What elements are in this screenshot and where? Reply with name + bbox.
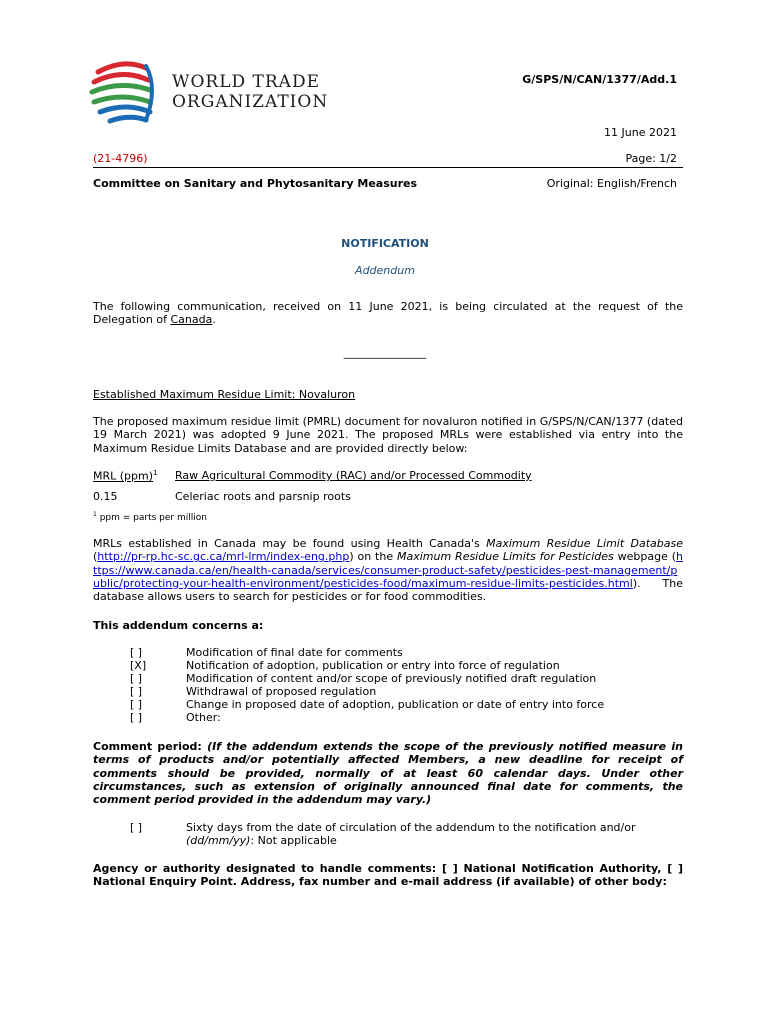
concern-label: Withdrawal of proposed regulation bbox=[186, 685, 377, 698]
canada-mrl-webpage-link[interactable]: https://www.canada.ca/en/health-canada/services/consumer-product-safety/pesticides-pest-management/public/protecting-your-health-environment/pesticides-food/maximum-residue-limits-pesticides.html bbox=[93, 550, 683, 590]
comment-period-paragraph: Comment period: (If the addendum extends the scope of the previously notified measure in terms of products and/or potentially affected Members, a new deadline for receipt of comments should be provided, normally of at least 60 calendar days. Under other circumstances, such as extension of originally announced final date for comments, the comment period provided in the addendum may vary.) bbox=[93, 740, 684, 807]
org-name-line1: WORLD TRADE bbox=[172, 72, 320, 92]
concern-item bbox=[130, 659, 690, 672]
header-rule bbox=[93, 167, 683, 168]
concern-checkbox: [ ] bbox=[130, 685, 143, 698]
notification-heading: NOTIFICATION bbox=[341, 237, 429, 250]
ref-number: (21-4796) bbox=[93, 152, 148, 165]
concern-item bbox=[130, 711, 690, 724]
concern-checkbox: [ ] bbox=[130, 698, 143, 711]
concern-checkbox-checked: [X] bbox=[130, 659, 147, 672]
country-name: Canada bbox=[170, 313, 213, 327]
concern-label: Other: bbox=[186, 711, 221, 724]
wto-logo bbox=[84, 58, 344, 128]
concern-label: Notification of adoption, publication or entry into force of regulation bbox=[186, 659, 560, 672]
mrl-paragraph: The proposed maximum residue limit (PMRL) document for novaluron notified in G/SPS/N/CAN/1377 (dated 19 March 2021) was adopted 9 June 2021. The proposed MRLs were established via entry into the Maximum Residue Limits Database and are provided directly below: bbox=[93, 415, 683, 455]
page-number: Page: 1/2 bbox=[625, 152, 677, 165]
committee-name: Committee on Sanitary and Phytosanitary Measures bbox=[93, 177, 418, 190]
concern-checkbox: [ ] bbox=[130, 672, 143, 685]
concern-checkbox: [ ] bbox=[130, 646, 143, 659]
concern-item bbox=[130, 646, 690, 659]
mrl-table-header-commodity: Raw Agricultural Commodity (RAC) and/or Processed Commodity bbox=[175, 469, 532, 482]
mrl-table-header-value: MRL (ppm)$^1$ bbox=[93, 469, 158, 483]
concern-item bbox=[130, 685, 690, 698]
concern-checkbox: [ ] bbox=[130, 711, 143, 724]
concern-label: Change in proposed date of adoption, publication or date of entry into force bbox=[186, 698, 605, 711]
doc-symbol: G/SPS/N/CAN/1377/Add.1 bbox=[522, 73, 677, 86]
mrl-table-commodity: Celeriac roots and parsnip roots bbox=[175, 490, 351, 503]
database-paragraph: MRLs established in Canada may be found using Health Canada's Maximum Residue Limit Database (http://pr-rp.hc-sc.gc.ca/mrl-lrm/index-eng.php) on the Maximum Residue Limits for Pesticides webpage (https://www.canada.ca/en/health-canada/services/consumer-product-safety/pesticides-pest-management/public/protecting-your-health-environment/pesticides-food/maximum-residue-limits-pesticides.html). The database allows users to search for pesticides or for food commodities. bbox=[93, 537, 683, 604]
concern-item bbox=[130, 698, 690, 711]
concerns-heading: This addendum concerns a: bbox=[93, 619, 264, 632]
intro-paragraph: The following communication, received on 11 June 2021, is being circulated at the request of the Delegation of Canada. bbox=[93, 300, 683, 327]
mrl-database-link[interactable]: http://pr-rp.hc-sc.gc.ca/mrl-lrm/index-eng.php bbox=[97, 550, 350, 564]
concern-item bbox=[130, 672, 690, 685]
comment-period-checkbox: [ ] bbox=[130, 821, 143, 834]
original-language: Original: English/French bbox=[546, 177, 677, 190]
comment-period-option-text: Sixty days from the date of circulation of the addendum to the notification and/or (dd/mm/yy): Not applicable bbox=[186, 821, 636, 848]
concern-label: Modification of content and/or scope of previously notified draft regulation bbox=[186, 672, 597, 685]
org-name-line2: ORGANIZATION bbox=[172, 92, 329, 112]
agency-paragraph: Agency or authority designated to handle comments: [ ] National Notification Authority, [ ] National Enquiry Point. Address, fax number and e-mail address (if available) of other body: bbox=[93, 862, 683, 889]
doc-date: 11 June 2021 bbox=[604, 126, 677, 139]
footnote: $^1$ ppm = parts per million bbox=[93, 511, 207, 523]
separator-line: _______________ bbox=[343, 346, 427, 359]
addendum-subheading: Addendum bbox=[355, 264, 415, 277]
mrl-table-value: 0.15 bbox=[93, 490, 118, 503]
wto-emblem-icon bbox=[84, 58, 164, 128]
concern-label: Modification of final date for comments bbox=[186, 646, 403, 659]
mrl-section-heading: Established Maximum Residue Limit: Novaluron bbox=[93, 388, 356, 401]
